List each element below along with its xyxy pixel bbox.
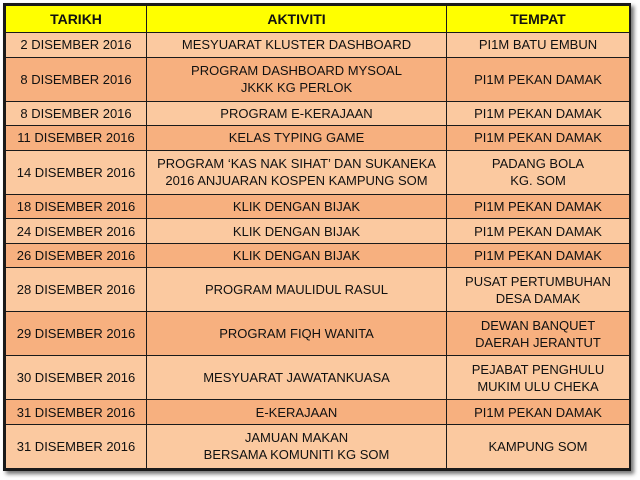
activity-line: JKKK KG PERLOK [240, 80, 353, 96]
cell-date: 31 DISEMBER 2016 [6, 424, 147, 468]
cell-activity [147, 126, 447, 151]
activity-line: JAMUAN MAKAN [244, 430, 349, 446]
table-row [6, 243, 630, 268]
cell-date: 14 DISEMBER 2016 [6, 150, 147, 194]
cell-activity [147, 150, 447, 194]
cell-activity [147, 57, 447, 101]
cell-place [447, 150, 630, 194]
cell-date: 8 DISEMBER 2016 [6, 57, 147, 101]
cell-activity [147, 424, 447, 468]
cell-activity [147, 312, 447, 356]
cell-date: 28 DISEMBER 2016 [6, 268, 147, 312]
cell-date: 11 DISEMBER 2016 [6, 126, 147, 151]
activity-line: KLIK DENGAN BIJAK [232, 248, 361, 264]
table-row [6, 400, 630, 425]
cell-activity [147, 101, 447, 126]
place-line: PI1M PEKAN DAMAK [474, 404, 602, 420]
place-line: DEWAN BANQUET [480, 317, 596, 333]
activity-line: MESYUARAT JAWATANKUASA [203, 370, 390, 386]
place-line: PADANG BOLA [491, 156, 585, 172]
table-row [6, 57, 630, 101]
schedule-table-frame [3, 3, 631, 471]
cell-place [447, 101, 630, 126]
cell-activity [147, 268, 447, 312]
place-line: PI1M PEKAN DAMAK [474, 105, 602, 121]
cell-activity [147, 356, 447, 400]
header-place: TEMPAT [447, 6, 630, 33]
cell-date: 2 DISEMBER 2016 [6, 33, 147, 58]
schedule-table [5, 5, 630, 469]
cell-activity [147, 33, 447, 58]
activity-line: PROGRAM E-KERAJAAN [220, 105, 373, 121]
table-row [6, 424, 630, 468]
place-line: DESA DAMAK [495, 290, 581, 306]
place-line: PI1M PEKAN DAMAK [474, 223, 602, 239]
cell-place [447, 57, 630, 101]
cell-place [447, 400, 630, 425]
place-line: KAMPUNG SOM [488, 438, 588, 454]
table-row [6, 356, 630, 400]
header-date: TARIKH [6, 6, 147, 33]
activity-line: KELAS TYPING GAME [228, 130, 365, 146]
activity-line: PROGRAM DASHBOARD MYSOAL [191, 63, 402, 79]
cell-activity [147, 219, 447, 244]
table-row [6, 268, 630, 312]
activity-line: PROGRAM MAULIDUL RASUL [205, 282, 388, 298]
place-line: PI1M PEKAN DAMAK [474, 71, 602, 87]
place-line: MUKIM ULU CHEKA [477, 378, 599, 394]
table-row [6, 194, 630, 219]
activity-line: 2016 ANJUARAN KOSPEN KAMPUNG SOM [165, 173, 428, 189]
cell-date: 24 DISEMBER 2016 [6, 219, 147, 244]
cell-place [447, 312, 630, 356]
activity-line: BERSAMA KOMUNITI KG SOM [203, 447, 390, 463]
cell-place [447, 356, 630, 400]
cell-activity [147, 194, 447, 219]
cell-date: 26 DISEMBER 2016 [6, 243, 147, 268]
cell-place [447, 194, 630, 219]
activity-line: PROGRAM ‘KAS NAK SIHAT’ DAN SUKANEKA [157, 156, 436, 172]
cell-date: 29 DISEMBER 2016 [6, 312, 147, 356]
table-body [6, 33, 630, 469]
table-row [6, 33, 630, 58]
header-activity: AKTIVITI [147, 6, 447, 33]
cell-date: 31 DISEMBER 2016 [6, 400, 147, 425]
activity-line: KLIK DENGAN BIJAK [232, 223, 361, 239]
activity-line: KLIK DENGAN BIJAK [232, 198, 361, 214]
cell-place [447, 219, 630, 244]
cell-activity [147, 400, 447, 425]
table-row [6, 150, 630, 194]
activity-line: E-KERAJAAN [255, 404, 338, 420]
table-row [6, 219, 630, 244]
table-row [6, 312, 630, 356]
cell-place [447, 268, 630, 312]
place-line: DAERAH JERANTUT [475, 334, 601, 350]
place-line: KG. SOM [510, 173, 566, 189]
cell-date: 30 DISEMBER 2016 [6, 356, 147, 400]
cell-date: 18 DISEMBER 2016 [6, 194, 147, 219]
cell-place [447, 33, 630, 58]
place-line: PUSAT PERTUMBUHAN [465, 273, 611, 289]
cell-activity [147, 243, 447, 268]
table-header-row [6, 6, 630, 33]
place-line: PI1M PEKAN DAMAK [474, 198, 602, 214]
place-line: PEJABAT PENGHULU [471, 361, 605, 377]
cell-place [447, 126, 630, 151]
cell-place [447, 243, 630, 268]
activity-line: MESYUARAT KLUSTER DASHBOARD [181, 37, 412, 53]
table-row [6, 126, 630, 151]
place-line: PI1M BATU EMBUN [478, 37, 598, 53]
table-row [6, 101, 630, 126]
place-line: PI1M PEKAN DAMAK [474, 248, 602, 264]
activity-line: PROGRAM FIQH WANITA [219, 326, 374, 342]
cell-date: 8 DISEMBER 2016 [6, 101, 147, 126]
cell-place [447, 424, 630, 468]
place-line: PI1M PEKAN DAMAK [474, 130, 602, 146]
